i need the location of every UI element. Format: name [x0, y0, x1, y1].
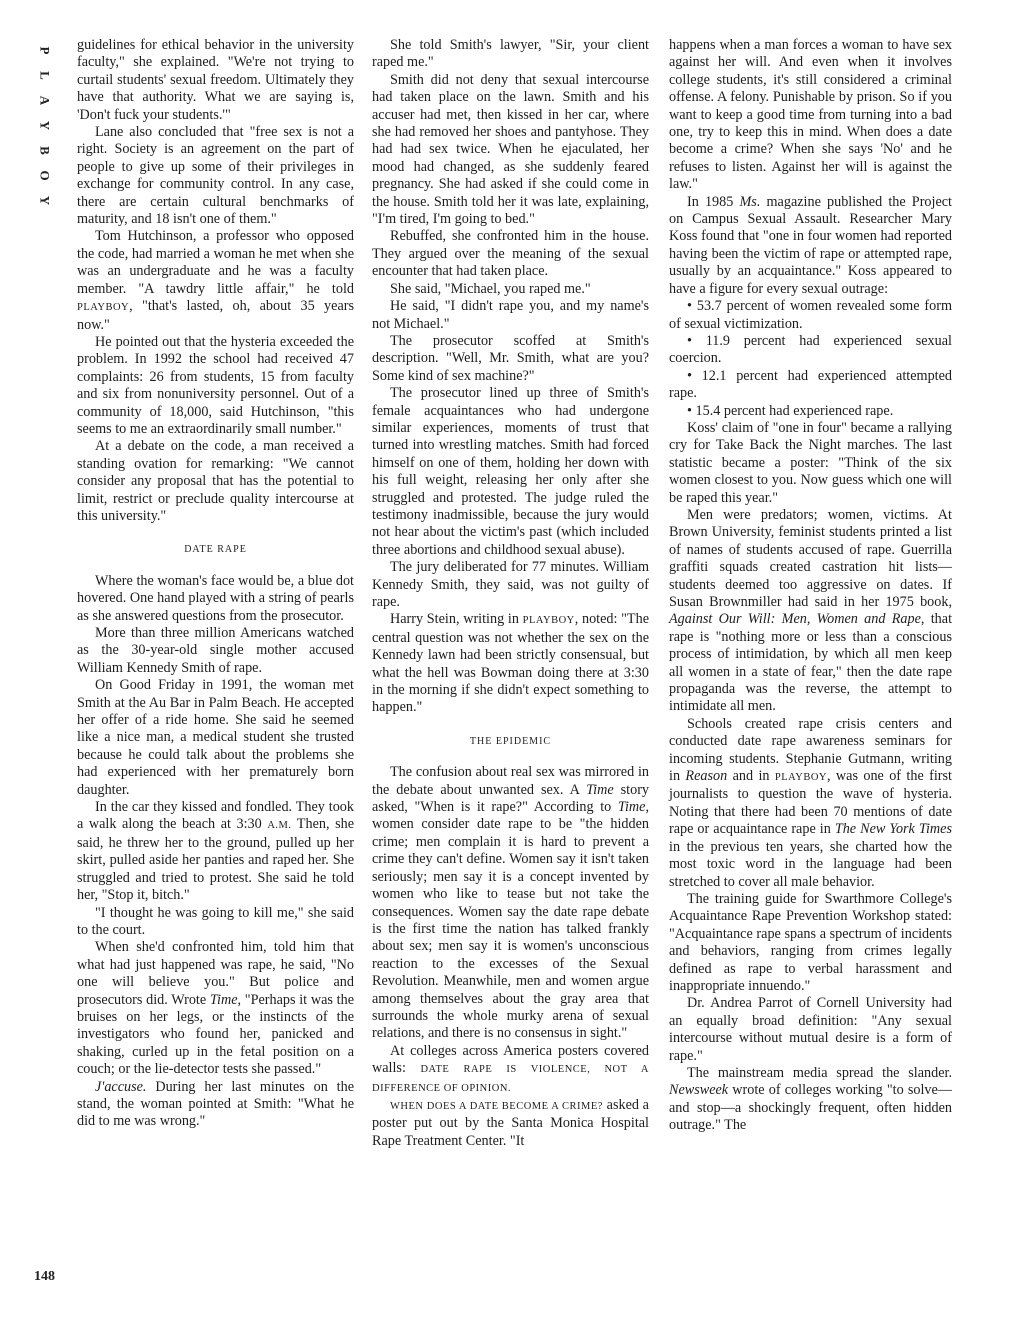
text-run: , "Perhaps it was the bruises on her legs, or the instincts of the investigators who found her, panicked and shaking, curled up in the fetal position on a couch; or the lie-detector tests she passed."	[77, 991, 354, 1078]
paragraph: "I thought he was going to kill me," she said to the court.	[77, 904, 354, 938]
magazine-sidebar-logo	[33, 38, 57, 213]
paragraph: Smith did not deny that sexual intercourse had taken place on the lawn. Smith and his accuser had met, then kissed in her car, where she had removed her shoes and pantyhose. They had had sex twice. When he ejaculated, her mood had changed, as she suddenly feared pregnancy. She had asked if she could come in the house. Smith told her it was late, explaining, "I'm tired, I'm going to bed."	[372, 71, 649, 228]
magazine-name: PLAYBOY	[774, 772, 827, 784]
text-run: In 1985	[687, 193, 740, 210]
paragraph: At a debate on the code, a man received a standing ovation for remarking: "We cannot consider any proposal that has the potential to limit, restrict or preclude quality intercourse at this university."	[77, 438, 354, 524]
magazine-name: Time	[209, 991, 238, 1008]
paragraph: The jury deliberated for 77 minutes. William Kennedy Smith, they said, was not guilty of rape.	[372, 559, 649, 610]
paragraph: He pointed out that the hysteria exceeded the problem. In 1992 the school had received 47 complaints: 26 from students, 15 from faculty and six from nonuniversity personnel. Out of a community of 18,000, said Hutchinson, "this seems to me an extraordinarily small number."	[77, 333, 354, 437]
statistic-bullet: • 12.1 percent had experienced attempted rape.	[669, 367, 952, 402]
text-run: asked a poster put out by the Santa Monica Hospital Rape Treatment Center. "It	[372, 1096, 649, 1149]
text-run: magazine published the Project on Campus Sexual Assault. Researcher Mary Koss found that "one in four women had reported having been the victim of rape or attempted rape, usually by an acquaintance." Koss appeared to have a figure for every sexual outrage:	[669, 193, 952, 297]
text-column-3	[669, 37, 952, 1135]
paragraph: The training guide for Swarthmore College's Acquaintance Rape Prevention Workshop stated: "Acquaintance rape spans a spectrum of incidents and behaviors, ranging from crimes legally defined as rape to verbal harassment and inappropriate innuendo."	[669, 890, 952, 994]
paragraph: She told Smith's lawyer, "Sir, your client raped me."	[372, 37, 649, 71]
text-run: in the previous ten years, she charted how the most toxic word in the language had been stretched to cover all male behavior.	[669, 838, 952, 890]
sidebar-letter: L	[37, 71, 53, 80]
text-run: In the car they kissed and fondled. They took a walk along the beach at 3:30	[77, 799, 354, 833]
sidebar-letter: Y	[37, 120, 53, 131]
statistic-bullet: • 15.4 percent had experienced rape.	[687, 402, 894, 419]
text-run: The mainstream media spread the slander.	[687, 1064, 952, 1081]
paragraph: Dr. Andrea Parrot of Cornell University had an equally broad definition: "Any sexual intercourse without mutual desire is a form of rape."	[669, 995, 952, 1064]
paragraph: Lane also concluded that "free sex is not a right. Society is an agreement on the part of people to give up some of their privileges in exchange for community control. In any case, there are certain cultural benchmarks of maturity, and 18 isn't one of them."	[77, 124, 354, 228]
time-abbrev: A.M.	[267, 820, 292, 832]
magazine-name: PLAYBOY	[77, 302, 130, 314]
text-run: , that rape is "nothing more or less than a conscious process of intimidation, by which all men keep all women in a state of fear," then the date rape propaganda was the reverse, the attempt to intimidate all men.	[669, 611, 953, 715]
paragraph: On Good Friday in 1991, the woman met Smith at the Au Bar in Palm Beach. He accepted her offer of a ride home. She said he seemed like a nice man, a medical student she trusted because he could talk about the problems she had experienced with her prematurely born daughter.	[77, 677, 354, 798]
book-title: Against Our Will: Men, Women and Rape	[669, 611, 921, 628]
text-run: Schools created rape crisis centers and conducted date rape awareness seminars for incoming students. Stephanie Gutmann, writing in	[669, 715, 952, 785]
paragraph	[669, 507, 952, 716]
magazine-name: Time	[586, 781, 614, 798]
text-run: , women consider date rape to be "the hidden crime; men complain it is hard to prevent a crime they can't define. Women say it isn't taken seriously; men say it is a concept invented by women who like to tease but not take the consequences. Women say the date rape debate is the first time the nation has talked frankly about sex; men say it is women's unconscious reaction to the excesses of the Sexual Revolution. Meanwhile, men and women argue among themselves about the gray area that surrounds the whole murky arena of sexual relations, and there is no consensus in sight."	[372, 799, 649, 1042]
sidebar-letter: O	[37, 170, 53, 181]
text-run: Men were predators; women, victims. At Brown University, feminist students printed a list of names of students accused of rape. Guerrilla graffiti squads created castration hit lists—students deemed too aggressive on dates. If Susan Brownmiller had said in her 1975 book,	[669, 506, 952, 610]
text-run: The confusion about real sex was mirrored in the debate about unwanted sex. A	[372, 764, 649, 798]
magazine-name: Reason	[685, 768, 728, 785]
paragraph	[372, 1043, 649, 1097]
paragraph: guidelines for ethical behavior in the university faculty," she explained. "We're not trying to curtail students' sexual freedom. Ultimately they have that authority. What we are saying is, 'Don't fuck your students.'"	[77, 37, 354, 123]
text-run: wrote of colleges working "to solve—and stop—a shockingly frequent, often hidden outrage." The	[669, 1082, 952, 1134]
text-run: and in	[727, 768, 775, 785]
paragraph	[77, 1079, 354, 1131]
text-column-2	[372, 37, 649, 1150]
text-run: , noted: "The central question was not whether the sex on the Kennedy lawn had been strictly consensual, but what the hell was Bowman doing there at 3:30 in the morning if she didn't expect something to happen."	[372, 611, 649, 716]
paragraph: He said, "I didn't rape you, and my name's not Michael."	[372, 298, 649, 332]
text-run: , "that's lasted, oh, about 35 years now."	[77, 298, 354, 333]
sidebar-letter: B	[37, 146, 53, 155]
sidebar-letter: A	[37, 95, 53, 106]
text-run: story asked, "When is it rape?" According to	[372, 781, 650, 816]
magazine-name: PLAYBOY	[522, 615, 575, 627]
paragraph	[77, 939, 354, 1078]
paragraph: Rebuffed, she confronted him in the house. They argued over the meaning of the sexual encounter that had taken place.	[372, 228, 649, 280]
newspaper-name: The New York Times	[834, 821, 952, 838]
text-run: Tom Hutchinson, a professor who opposed the code, had married a woman he met when she was an undergraduate and he was a faculty member. "A tawdry little affair," he told	[77, 228, 354, 297]
text-run: When she'd confronted him, told him that what had just happened was rape, he said, "No one will believe you." But police and prosecutors did. Wrote	[77, 939, 354, 1008]
paragraph	[669, 1065, 952, 1135]
paragraph	[372, 764, 649, 1043]
paragraph: The prosecutor scoffed at Smith's description. "Well, Mr. Smith, what are you? Some kind of sex machine?"	[372, 332, 649, 384]
text-column-1	[77, 37, 354, 1131]
magazine-name: Ms.	[739, 193, 761, 210]
poster-slogan: WHEN DOES A DATE BECOME A CRIME?	[390, 1100, 603, 1112]
paragraph: She said, "Michael, you raped me."	[390, 280, 591, 297]
text-run: Then, she said, he threw her to the ground, pulled up her skirt, pulled aside her panties and raped her. She struggled and tried to protest. She said he told her, "Stop it, bitch."	[77, 816, 354, 904]
text-run: Harry Stein, writing in	[390, 611, 523, 628]
statistic-bullet: • 11.9 percent had experienced sexual coercion.	[669, 332, 952, 367]
text-run: At colleges across America posters covered walls:	[372, 1042, 649, 1077]
paragraph: The prosecutor lined up three of Smith's female acquaintances who had undergone similar experiences, moments of trust that turned into wrestling matches. Smith had forced himself on one of them, holding her down with his full weight, releasing her only after she struggled and protested. The judge ruled the testimony inadmissible, because the jury would not hear about the victim's past (which included three abortions and childhood sexual abuse).	[372, 385, 649, 558]
italic-phrase: J'accuse.	[95, 1078, 147, 1095]
paragraph	[77, 228, 354, 333]
text-run: , was one of the first journalists to question the wave of hysteria. Noting that there had been 70 mentions of date rape or acquaintance rape in	[669, 768, 952, 838]
page-number: 148	[34, 1269, 55, 1284]
paragraph: Where the woman's face would be, a blue dot hovered. One hand played with a string of pearls as she answered questions from the prosecutor.	[77, 572, 354, 624]
paragraph: happens when a man forces a woman to have sex against her will. And even when it involves college students, it's still considered a criminal offense. A felony. Punishable by prison. So if you want to keep a good time from turning into a bad one, try to keep this in mind. When does a date become a crime? When she says 'No' and he refuses to listen. Against her will is against the law."	[669, 37, 952, 193]
paragraph	[372, 1097, 649, 1150]
sidebar-letter: Y	[37, 195, 53, 206]
section-heading: DATE RAPE	[184, 544, 247, 556]
paragraph	[77, 799, 354, 904]
paragraph	[669, 716, 952, 891]
paragraph: Koss' claim of "one in four" became a rallying cry for Take Back the Night marches. The last statistic became a poster: "Think of the six women closest to you. Now guess which one will be raped this year."	[669, 419, 952, 506]
sidebar-letter: P	[37, 46, 53, 55]
paragraph	[372, 611, 649, 716]
section-heading: THE EPIDEMIC	[469, 735, 552, 747]
poster-slogan: DATE RAPE IS VIOLENCE, NOT A DIFFERENCE OF OPINION.	[372, 1064, 650, 1094]
paragraph	[669, 194, 952, 298]
statistic-bullet: • 53.7 percent of women revealed some form of sexual victimization.	[669, 298, 952, 332]
text-run: During her last minutes on the stand, the woman pointed at Smith: "What he did to me was wrong."	[77, 1078, 354, 1130]
magazine-name: Newsweek	[669, 1082, 729, 1099]
paragraph: More than three million Americans watched as the 30-year-old single mother accused William Kennedy Smith of rape.	[77, 625, 354, 676]
magazine-name: Time	[617, 799, 646, 816]
